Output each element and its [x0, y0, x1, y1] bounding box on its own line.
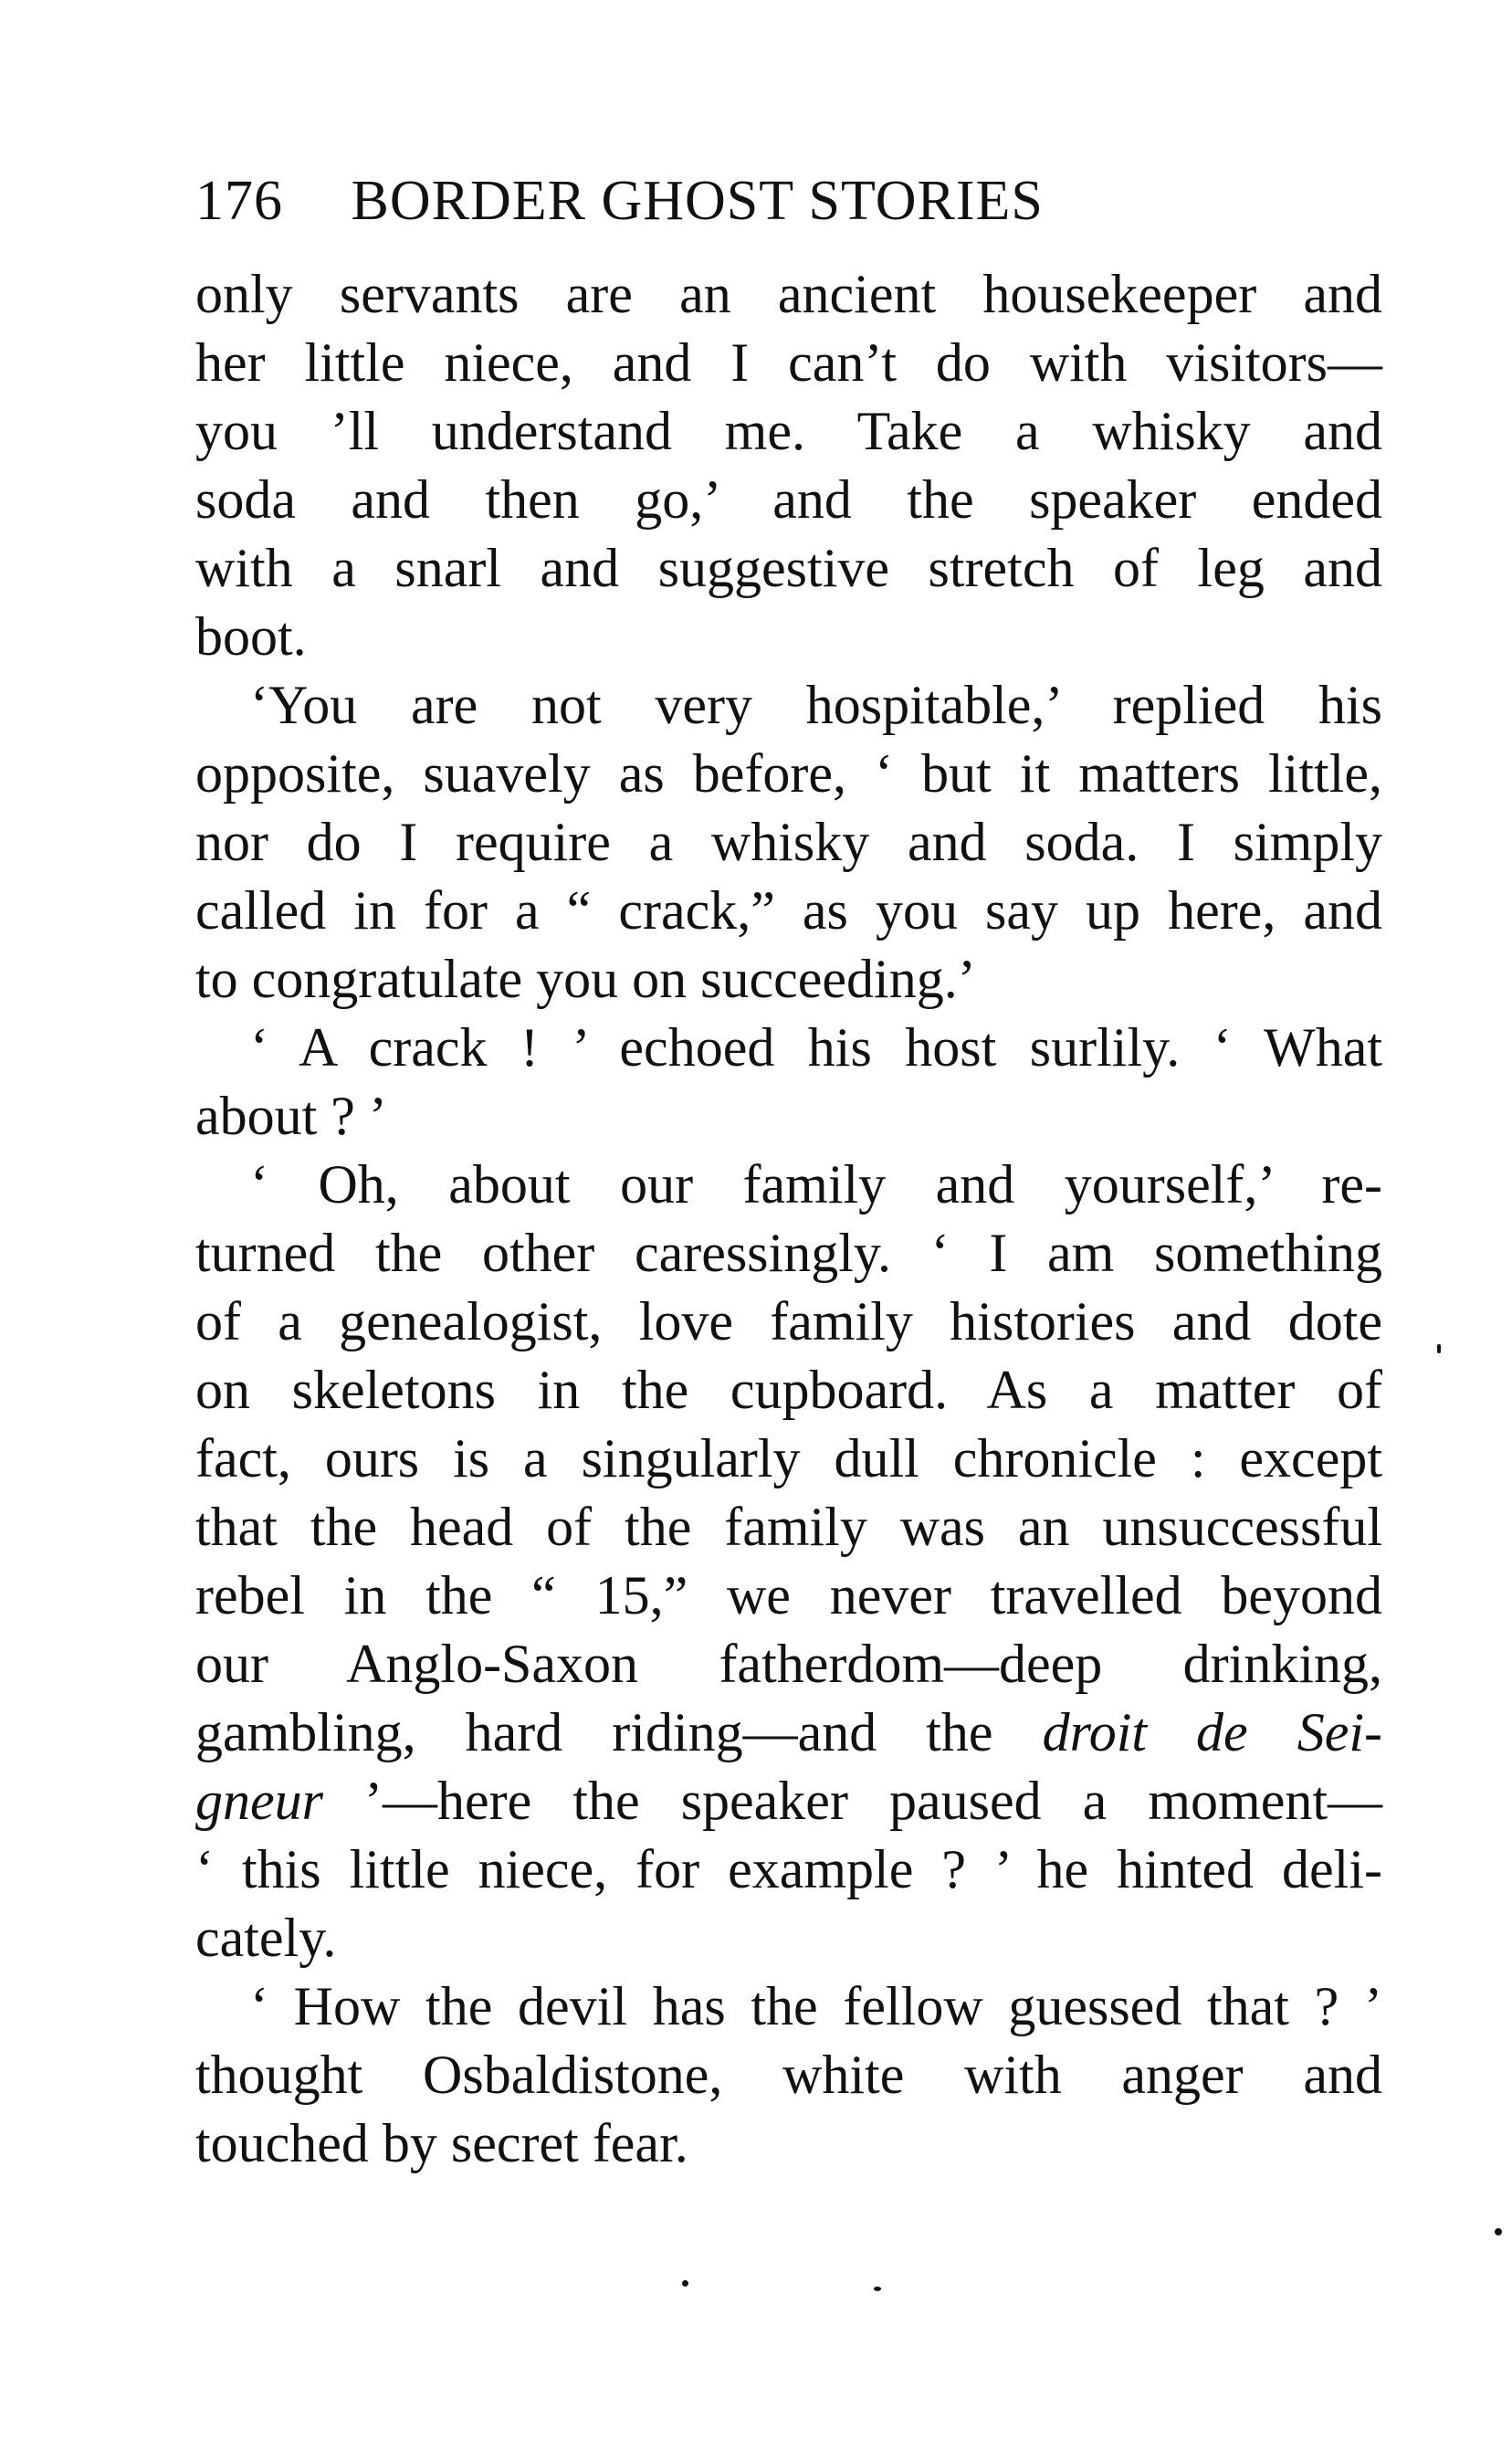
page-number: 176 — [195, 170, 283, 232]
text-line: boot. — [195, 606, 307, 667]
text-line: of a genealogist, love family histories and dote — [195, 1291, 1382, 1351]
text-line: ‘ A crack ! ’ echoed his host surlily. ‘ What — [250, 1017, 1382, 1078]
text-line: nor do I require a whisky and soda. I simply — [195, 812, 1382, 872]
text-line: cately. — [195, 1908, 337, 1968]
text-line: ‘ Oh, about our family and yourself,’ re- — [250, 1154, 1382, 1215]
text-line: touched by secret fear. — [195, 2113, 688, 2173]
running-head — [195, 160, 1382, 260]
text-line: ‘ How the devil has the fellow guessed that ? ’ — [250, 1976, 1382, 2036]
text-line: rebel in the “ 15,” we never travelled beyond — [195, 1565, 1382, 1625]
book-page — [195, 160, 1382, 2178]
text-line: thought Osbaldistone, white with anger and — [195, 2045, 1382, 2105]
text-line: you ’ll understand me. Take a whisky and — [195, 401, 1382, 461]
text-line: her little niece, and I can’t do with visitors— — [195, 332, 1382, 393]
body-text — [195, 260, 1382, 2178]
text-line: ‘ this little niece, for example ? ’ he hinted deli- — [195, 1839, 1382, 1899]
text-line: turned the other caressingly. ‘ I am something — [195, 1223, 1382, 1283]
ink-speck — [874, 2287, 881, 2291]
text-line: on skeletons in the cupboard. As a matter of — [195, 1360, 1382, 1420]
running-title: BORDER GHOST STORIES — [351, 170, 1044, 232]
text-line: soda and then go,’ and the speaker ended — [195, 469, 1382, 530]
ink-speck — [1437, 1344, 1441, 1353]
text-line: only servants are an ancient housekeeper and — [195, 264, 1382, 324]
text-line: fact, ours is a singularly dull chronicle : except — [195, 1428, 1382, 1488]
text-line: with a snarl and suggestive stretch of leg and — [195, 538, 1382, 598]
text-line: ‘You are not very hospitable,’ replied his — [250, 675, 1382, 735]
text-line: about ? ’ — [195, 1086, 387, 1146]
ink-speck — [682, 2280, 688, 2287]
text-line: gneur ’—here the speaker paused a moment— — [195, 1771, 1382, 1831]
text-line: that the head of the family was an unsuccessful — [195, 1497, 1382, 1557]
text-line: called in for a “ crack,” as you say up here, and — [195, 880, 1382, 941]
text-line: gambling, hard riding—and the droit de Sei- — [195, 1702, 1382, 1762]
text-line: our Anglo-Saxon fatherdom—deep drinking, — [195, 1634, 1382, 1694]
ink-speck — [1495, 2228, 1502, 2235]
text-line: opposite, suavely as before, ‘ but it matters little, — [195, 743, 1382, 804]
text-line: to congratulate you on succeeding.’ — [195, 949, 976, 1009]
